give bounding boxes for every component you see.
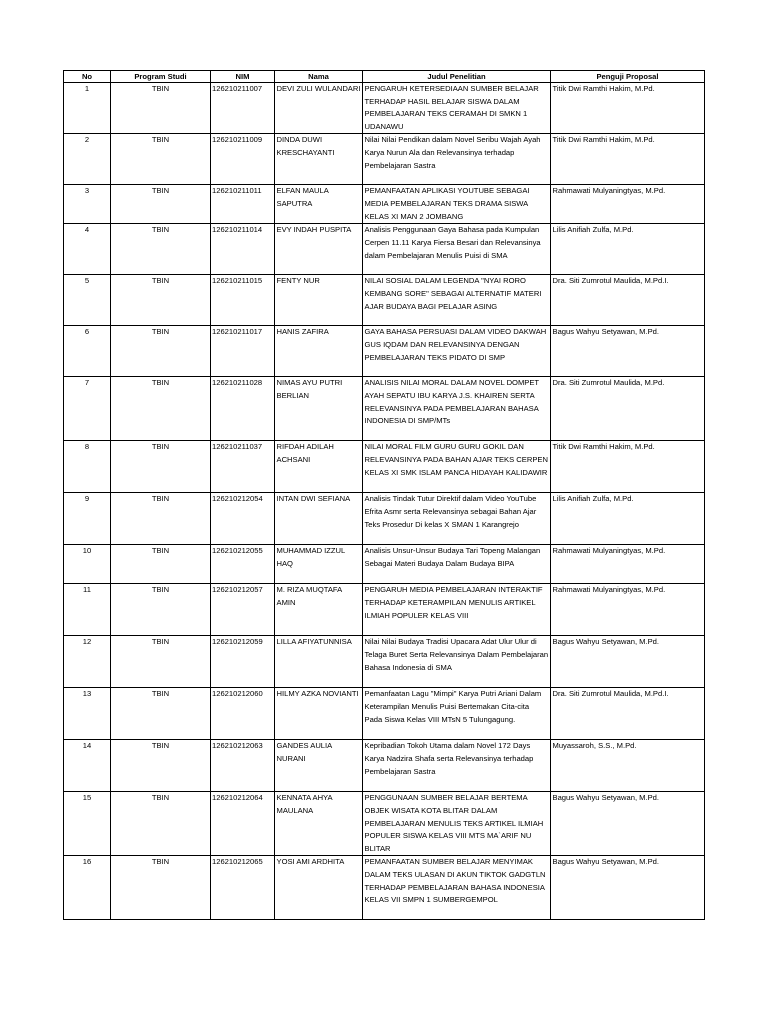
cell-no: 11	[64, 584, 111, 636]
cell-penguji: Rahmawati Mulyaningtyas, M.Pd.	[551, 185, 705, 224]
cell-judul: PENGARUH MEDIA PEMBELAJARAN INTERAKTIF TERHADAP KETERAMPILAN MENULIS ARTIKEL ILMIAH POPULER KELAS VIII	[363, 584, 551, 636]
cell-program-studi: TBIN	[111, 441, 211, 493]
cell-penguji: Titik Dwi Ramthi Hakim, M.Pd.	[551, 83, 705, 134]
cell-penguji: Rahmawati Mulyaningtyas, M.Pd.	[551, 545, 705, 584]
cell-nama: M. RIZA MUQTAFA AMIN	[275, 584, 363, 636]
cell-judul: Analisis Unsur-Unsur Budaya Tari Topeng Malangan Sebagai Materi Budaya Dalam Budaya BIPA	[363, 545, 551, 584]
cell-penguji: Rahmawati Mulyaningtyas, M.Pd.	[551, 584, 705, 636]
cell-nim: 126210211017	[211, 326, 275, 377]
cell-nim: 126210211014	[211, 224, 275, 275]
table-row	[64, 792, 705, 856]
table-row	[64, 584, 705, 636]
cell-nama: FENTY NUR	[275, 275, 363, 326]
table-row	[64, 856, 705, 920]
header-program-studi: Program Studi	[111, 71, 211, 83]
cell-nim: 126210212057	[211, 584, 275, 636]
cell-judul: PEMANFAATAN APLIKASI YOUTUBE SEBAGAI MEDIA PEMBELAJARAN TEKS DRAMA SISWA KELAS XI MAN 2 JOMBANG	[363, 185, 551, 224]
cell-nama: YOSI AMI ARDHITA	[275, 856, 363, 920]
cell-nim: 126210211037	[211, 441, 275, 493]
table-row	[64, 441, 705, 493]
table-row	[64, 134, 705, 185]
cell-judul: PENGARUH KETERSEDIAAN SUMBER BELAJAR TERHADAP HASIL BELAJAR SISWA DALAM PEMBELAJARAN TEKS CERAMAH DI SMKN 1 UDANAWU	[363, 83, 551, 134]
cell-penguji: Bagus Wahyu Setyawan, M.Pd.	[551, 326, 705, 377]
cell-nama: MUHAMMAD IZZUL HAQ	[275, 545, 363, 584]
document-page	[63, 70, 705, 920]
header-nama: Nama	[275, 71, 363, 83]
table-row	[64, 688, 705, 740]
cell-nim: 126210212063	[211, 740, 275, 792]
header-judul-penelitian: Judul Penelitian	[363, 71, 551, 83]
cell-nama: INTAN DWI SEFIANA	[275, 493, 363, 545]
cell-no: 5	[64, 275, 111, 326]
cell-no: 9	[64, 493, 111, 545]
cell-nama: DEVI ZULI WULANDARI	[275, 83, 363, 134]
cell-nama: HANIS ZAFIRA	[275, 326, 363, 377]
cell-nim: 126210211015	[211, 275, 275, 326]
table-row	[64, 740, 705, 792]
cell-no: 14	[64, 740, 111, 792]
cell-nama: RIFDAH ADILAH ACHSANI	[275, 441, 363, 493]
cell-judul: Nilai Nilai Pendikan dalam Novel Seribu Wajah Ayah Karya Nurun Ala dan Relevansinya terhadap Pembelajaran Sastra	[363, 134, 551, 185]
cell-no: 4	[64, 224, 111, 275]
table-row	[64, 493, 705, 545]
cell-nama: LILLA AFIYATUNNISA	[275, 636, 363, 688]
cell-nim: 126210212059	[211, 636, 275, 688]
cell-no: 7	[64, 377, 111, 441]
cell-no: 15	[64, 792, 111, 856]
table-row	[64, 545, 705, 584]
cell-judul: Analisis Penggunaan Gaya Bahasa pada Kumpulan Cerpen 11.11 Karya Fiersa Besari dan Relevansinya dalam Pembelajaran Menulis Puisi di SMA	[363, 224, 551, 275]
cell-nim: 126210212064	[211, 792, 275, 856]
cell-penguji: Dra. Siti Zumrotul Maulida, M.Pd.I.	[551, 275, 705, 326]
cell-judul: Nilai Nilai Budaya Tradisi Upacara Adat Ulur Ulur di Telaga Buret Serta Relevansinya Dalam Pembelajaran Bahasa Indonesia di SMA	[363, 636, 551, 688]
cell-no: 12	[64, 636, 111, 688]
cell-nama: EVY INDAH PUSPITA	[275, 224, 363, 275]
cell-nim: 126210211028	[211, 377, 275, 441]
cell-nim: 126210211009	[211, 134, 275, 185]
cell-program-studi: TBIN	[111, 275, 211, 326]
cell-no: 2	[64, 134, 111, 185]
thesis-proposal-table	[63, 70, 705, 920]
cell-penguji: Dra. Siti Zumrotul Maulida, M.Pd.I.	[551, 688, 705, 740]
cell-penguji: Bagus Wahyu Setyawan, M.Pd.	[551, 792, 705, 856]
cell-program-studi: TBIN	[111, 493, 211, 545]
cell-penguji: Titik Dwi Ramthi Hakim, M.Pd.	[551, 441, 705, 493]
cell-program-studi: TBIN	[111, 740, 211, 792]
cell-no: 16	[64, 856, 111, 920]
cell-penguji: Muyassaroh, S.S., M.Pd.	[551, 740, 705, 792]
cell-program-studi: TBIN	[111, 856, 211, 920]
cell-program-studi: TBIN	[111, 584, 211, 636]
cell-nim: 126210211007	[211, 83, 275, 134]
cell-no: 1	[64, 83, 111, 134]
cell-judul: PENGGUNAAN SUMBER BELAJAR BERTEMA OBJEK WISATA KOTA BLITAR DALAM PEMBELAJARAN MENULIS TEKS ARTIKEL ILMIAH POPULER SISWA KELAS VIII MTS MA`ARIF NU BLITAR	[363, 792, 551, 856]
cell-penguji: Bagus Wahyu Setyawan, M.Pd.	[551, 856, 705, 920]
table-row	[64, 326, 705, 377]
cell-program-studi: TBIN	[111, 377, 211, 441]
cell-nama: NIMAS AYU PUTRI BERLIAN	[275, 377, 363, 441]
table-row	[64, 377, 705, 441]
header-nim: NIM	[211, 71, 275, 83]
cell-judul: NILAI MORAL FILM GURU GURU GOKIL DAN RELEVANSINYA PADA BAHAN AJAR TEKS CERPEN KELAS XI SMK ISLAM PANCA HIDAYAH KALIDAWIR	[363, 441, 551, 493]
cell-program-studi: TBIN	[111, 83, 211, 134]
cell-judul: ANALISIS NILAI MORAL DALAM NOVEL DOMPET AYAH SEPATU IBU KARYA J.S. KHAIREN SERTA RELEVANSINYA PADA PEMBELAJARAN BAHASA INDONESIA DI SMP/MTs	[363, 377, 551, 441]
cell-judul: GAYA BAHASA PERSUASI DALAM VIDEO DAKWAH GUS IQDAM DAN RELEVANSINYA DENGAN PEMBELAJARAN TEKS PIDATO DI SMP	[363, 326, 551, 377]
table-row	[64, 636, 705, 688]
cell-program-studi: TBIN	[111, 545, 211, 584]
table-row	[64, 83, 705, 134]
cell-penguji: Dra. Siti Zumrotul Maulida, M.Pd.	[551, 377, 705, 441]
cell-penguji: Lilis Anifiah Zulfa, M.Pd.	[551, 224, 705, 275]
cell-program-studi: TBIN	[111, 326, 211, 377]
header-row	[64, 71, 705, 83]
cell-judul: Analisis Tindak Tutur Direktif dalam Video YouTube Efrita Asmr serta Relevansinya sebagai Bahan Ajar Teks Prosedur Di kelas X SMAN 1 Karangrejo	[363, 493, 551, 545]
cell-program-studi: TBIN	[111, 636, 211, 688]
cell-no: 3	[64, 185, 111, 224]
cell-penguji: Bagus Wahyu Setyawan, M.Pd.	[551, 636, 705, 688]
cell-nim: 126210211011	[211, 185, 275, 224]
cell-judul: Kepribadian Tokoh Utama dalam Novel 172 Days Karya Nadzira Shafa serta Relevansinya terhadap Pembelajaran Sastra	[363, 740, 551, 792]
cell-nama: DINDA DUWI KRESCHAYANTI	[275, 134, 363, 185]
cell-judul: PEMANFAATAN SUMBER BELAJAR MENYIMAK DALAM TEKS ULASAN DI AKUN TIKTOK GADGTLN TERHADAP PEMBELAJARAN BAHASA INDONESIA KELAS VII SMPN 1 SUMBERGEMPOL	[363, 856, 551, 920]
cell-program-studi: TBIN	[111, 134, 211, 185]
cell-penguji: Titik Dwi Ramthi Hakim, M.Pd.	[551, 134, 705, 185]
cell-program-studi: TBIN	[111, 688, 211, 740]
cell-penguji: Lilis Anifiah Zulfa, M.Pd.	[551, 493, 705, 545]
cell-program-studi: TBIN	[111, 185, 211, 224]
cell-nama: ELFAN MAULA SAPUTRA	[275, 185, 363, 224]
cell-nim: 126210212060	[211, 688, 275, 740]
cell-nim: 126210212054	[211, 493, 275, 545]
header-penguji-proposal: Penguji Proposal	[551, 71, 705, 83]
cell-no: 13	[64, 688, 111, 740]
table-row	[64, 275, 705, 326]
table-row	[64, 224, 705, 275]
cell-no: 8	[64, 441, 111, 493]
cell-no: 10	[64, 545, 111, 584]
table-row	[64, 185, 705, 224]
cell-program-studi: TBIN	[111, 224, 211, 275]
cell-judul: Pemanfaatan Lagu "Mimpi" Karya Putri Ariani Dalam Keterampilan Menulis Puisi Bertemakan Cita-cita Pada Siswa Kelas VIII MTsN 5 Tulungagung.	[363, 688, 551, 740]
header-no: No	[64, 71, 111, 83]
cell-nim: 126210212055	[211, 545, 275, 584]
cell-program-studi: TBIN	[111, 792, 211, 856]
cell-nama: GANDES AULIA NURANI	[275, 740, 363, 792]
cell-nama: KENNATA AHYA MAULANA	[275, 792, 363, 856]
cell-nim: 126210212065	[211, 856, 275, 920]
cell-no: 6	[64, 326, 111, 377]
cell-nama: HILMY AZKA NOVIANTI	[275, 688, 363, 740]
cell-judul: NILAI SOSIAL DALAM LEGENDA "NYAI RORO KEMBANG SORE" SEBAGAI ALTERNATIF MATERI AJAR BUDAYA BAGI PELAJAR ASING	[363, 275, 551, 326]
